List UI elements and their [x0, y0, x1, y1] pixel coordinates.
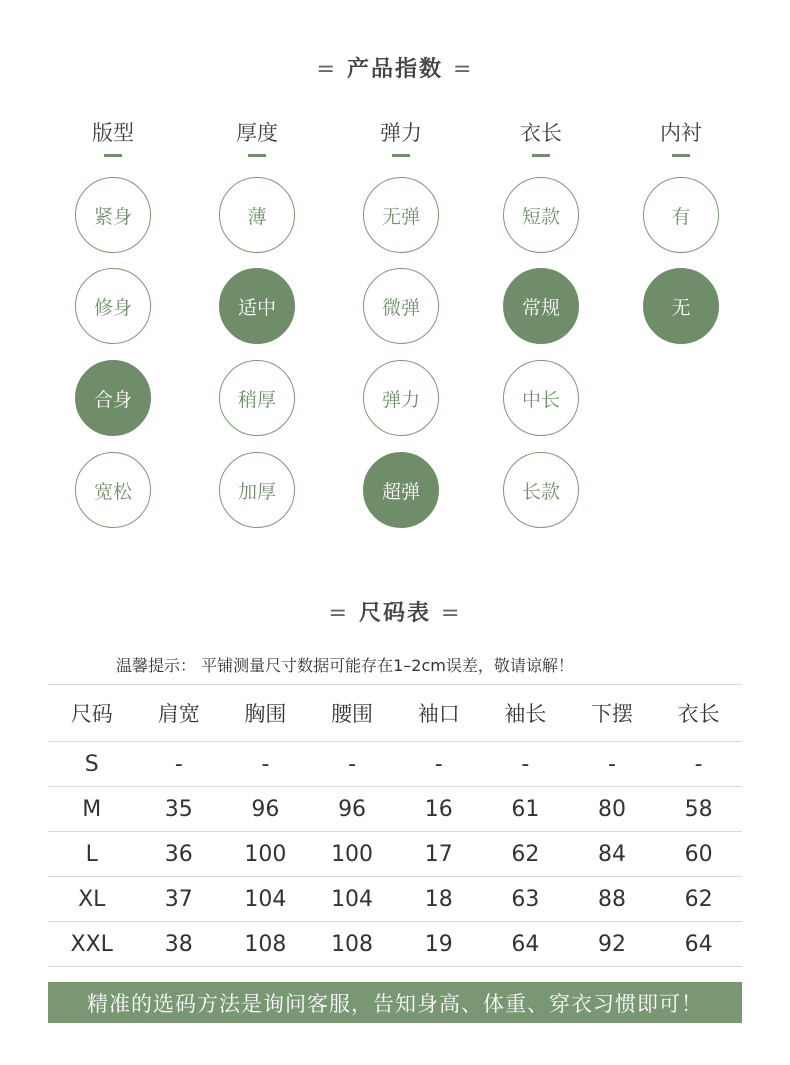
size-header-cell: 袖长 — [482, 685, 569, 742]
index-column — [341, 118, 461, 157]
size-cell: XXL — [48, 922, 135, 967]
index-option: 薄 — [219, 177, 295, 253]
index-option: 宽松 — [75, 452, 151, 528]
index-option: 短款 — [503, 177, 579, 253]
index-option: 弹力 — [363, 360, 439, 436]
index-option: 无 — [643, 268, 719, 344]
size-table — [48, 684, 742, 967]
header-underline — [248, 154, 266, 157]
index-option: 修身 — [75, 268, 151, 344]
size-cell: 58 — [655, 787, 742, 832]
index-column — [621, 118, 741, 157]
size-header-cell: 袖口 — [395, 685, 482, 742]
size-cell: 62 — [655, 877, 742, 922]
header-underline — [532, 154, 550, 157]
index-option: 微弹 — [363, 268, 439, 344]
index-column-header: 衣长 — [520, 121, 562, 145]
size-table-body — [48, 742, 742, 967]
size-cell: 64 — [482, 922, 569, 967]
index-column — [481, 118, 601, 157]
size-cell: 19 — [395, 922, 482, 967]
size-header-cell: 尺码 — [48, 685, 135, 742]
size-cell: 88 — [569, 877, 656, 922]
size-cell: 96 — [222, 787, 309, 832]
size-cell: 18 — [395, 877, 482, 922]
size-cell: 96 — [309, 787, 396, 832]
size-cell: 108 — [222, 922, 309, 967]
size-cell: 38 — [135, 922, 222, 967]
index-option: 中长 — [503, 360, 579, 436]
table-row — [48, 787, 742, 832]
size-cell: S — [48, 742, 135, 787]
table-row — [48, 922, 742, 967]
size-cell: - — [395, 742, 482, 787]
size-cell: - — [309, 742, 396, 787]
size-cell: - — [482, 742, 569, 787]
index-column — [197, 118, 317, 157]
index-option: 超弹 — [363, 452, 439, 528]
size-header-cell: 下摆 — [569, 685, 656, 742]
size-cell: XL — [48, 877, 135, 922]
size-cell: - — [569, 742, 656, 787]
index-option: 长款 — [503, 452, 579, 528]
size-cell: 100 — [309, 832, 396, 877]
footer-banner: 精准的选码方法是询问客服，告知身高、体重、穿衣习惯即可！ — [48, 982, 742, 1023]
table-row — [48, 832, 742, 877]
size-cell: 16 — [395, 787, 482, 832]
size-cell: 80 — [569, 787, 656, 832]
measurement-tip: 温馨提示： 平铺测量尺寸数据可能存在1–2cm误差，敬请谅解！ — [116, 656, 574, 675]
size-cell: 35 — [135, 787, 222, 832]
index-option: 紧身 — [75, 177, 151, 253]
index-column-header: 弹力 — [380, 121, 422, 145]
size-cell: 92 — [569, 922, 656, 967]
product-index-title — [0, 52, 790, 83]
header-underline — [104, 154, 122, 157]
size-cell: 63 — [482, 877, 569, 922]
size-cell: 37 — [135, 877, 222, 922]
size-chart-title-text: 尺码表 — [358, 601, 431, 626]
size-header-cell: 衣长 — [655, 685, 742, 742]
size-cell: 36 — [135, 832, 222, 877]
header-underline — [392, 154, 410, 157]
table-row — [48, 742, 742, 787]
size-cell: 17 — [395, 832, 482, 877]
table-row — [48, 877, 742, 922]
size-cell: 61 — [482, 787, 569, 832]
title-deco-right: = — [441, 601, 462, 626]
size-header-cell: 腰围 — [309, 685, 396, 742]
index-option: 加厚 — [219, 452, 295, 528]
size-cell: 64 — [655, 922, 742, 967]
title-deco-right: = — [453, 57, 474, 82]
product-index-title-text: 产品指数 — [346, 57, 443, 82]
size-cell: 84 — [569, 832, 656, 877]
size-cell: - — [222, 742, 309, 787]
size-table-header — [48, 685, 742, 742]
index-column-header: 版型 — [92, 121, 134, 145]
index-option: 合身 — [75, 360, 151, 436]
header-underline — [672, 154, 690, 157]
size-cell: 62 — [482, 832, 569, 877]
index-column-header: 厚度 — [236, 121, 278, 145]
size-cell: 104 — [309, 877, 396, 922]
size-cell: 108 — [309, 922, 396, 967]
size-cell: 104 — [222, 877, 309, 922]
title-deco-left: = — [328, 601, 349, 626]
size-cell: 60 — [655, 832, 742, 877]
title-deco-left: = — [316, 57, 337, 82]
index-option: 有 — [643, 177, 719, 253]
index-column-header: 内衬 — [660, 121, 702, 145]
size-cell: L — [48, 832, 135, 877]
size-cell: - — [655, 742, 742, 787]
size-cell: - — [135, 742, 222, 787]
index-column — [53, 118, 173, 157]
index-option: 稍厚 — [219, 360, 295, 436]
size-cell: 100 — [222, 832, 309, 877]
size-chart-title — [0, 596, 790, 627]
index-option: 适中 — [219, 268, 295, 344]
size-header-cell: 胸围 — [222, 685, 309, 742]
size-header-cell: 肩宽 — [135, 685, 222, 742]
index-option: 常规 — [503, 268, 579, 344]
size-cell: M — [48, 787, 135, 832]
index-option: 无弹 — [363, 177, 439, 253]
